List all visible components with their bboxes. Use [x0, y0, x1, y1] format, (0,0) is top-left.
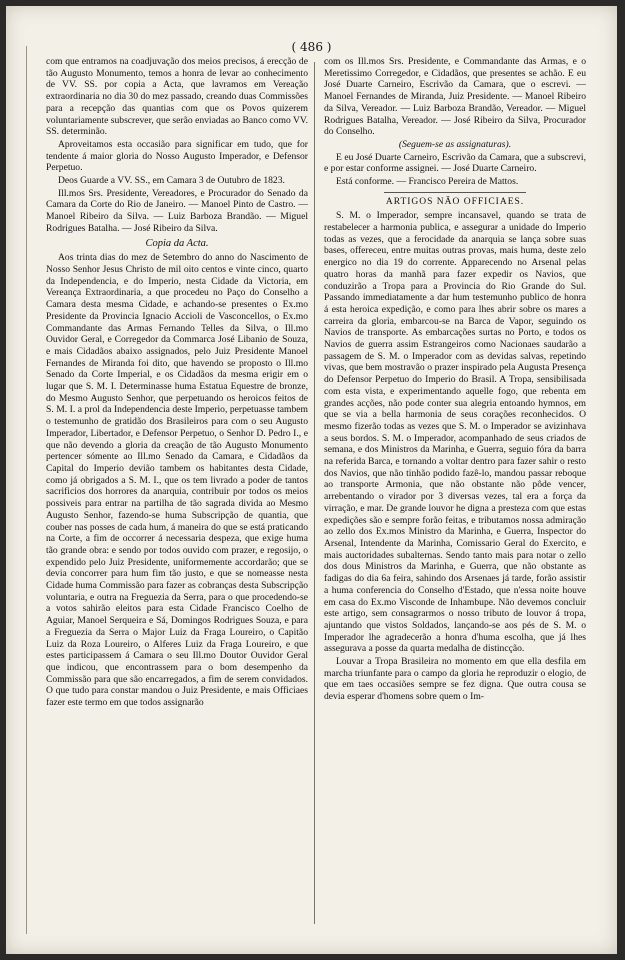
article-paragraph: Louvar a Tropa Brasileira no momento em que ella desfila em marcha triunfante para o campo da gloria he reproduzir o elogio, de que em taes occasiões sempre se fez digna. Que outra cousa se devia esperar d'homens sobre quem o Im-	[324, 656, 586, 703]
letter-paragraph: com que entramos na coadjuvação dos meios precisos, á erecção de tão Augusto Monumento, temos a honra de levar ao conhecimento de VV. SS. por copia a Acta, que lavramos em Vereação extraordinaria no dia 30 do mez passado, creando duas Commissões para a recepção das quantias com que os Povos quizerem voluntariamente subscrever, que serão enviadas ao Banco como VV. SS. determinão.	[46, 56, 308, 138]
signatures-note: (Seguem-se as assignaturas).	[398, 138, 512, 150]
article-paragraph: S. M. o Imperador, sempre incansavel, quando se trata de restabelecer a harmonia publica, e assegurar a unidade do Imperio todas as vezes, que a ferocidade da anarquia se lança sobre suas bases, offereceu, entre muitas outras provas, mais huma, deste zelo energico no dia 19 do corrente. Apparecendo no Arsenal pelas quatro horas da manhã para fazer expedir os Navios, que conduzirão a Tropa para a Provincia do Rio Grande do Sul. Passando immediatamente a dar hum testemunho publico de honra á esta heroica expedição, e como para lhes abrir sobre os mares a carreira da gloria, embarcou-se na Barca de Vapor, seguindo os Navios de transporte. As embarcações surtas no Porto, e todos os Navios de guerra assim Estrangeiros como Nacionaes saudarão a passagem de S. M. o Imperador com as devidas salvas, repetindo vivas, que bem mostravão o prazer inspirado pela Augusta Presença do Defensor Perpetuo do Imperio do Brasil. A Tropa, sensibilisada com esta vista, e experimentando aquelle fogo, que rebenta em grandes acções, não pode conter sua alegria entoando hymnos, em que se via a bella harmonia de seus corações reconhecidos. O mesmo fizerão todas as vezes que S. M. o Imperador se avizinhava a seus bordos. S. M. o Imperador, acompanhado de seus criados de semana, e dos Ministros da Marinha, e Guerra, seguio fóra da barra na referida Barca, e tornando a voltar dentro para fazer sahir o resto dos Navios, que não tinhão podido fazê-lo, mandou passar reboque ao transporte Armonia, que não obstante não pôde vencer, arrebentando o virador por 3 diversas vezes, tal era a força da virração, e mar. De grande louvor he digna a presteza com que estas expedições são e sempre forão feitas, e tributamos nossa admiração ao zello dos Ex.mos Ministro da Marinha, e Guerra, Inspector do Arsenal, Intendente da Marinha, Comissario Geral do Exercito, e mais auctoridades subalternas. Sendo tanto mais para notar o zello dos dous Ministros da Marinha, e Guerra, que não obstante as fadigas do dia 6a feira, sahindo dos Arsenaes já tarde, forão assistir a huma conferencia do Conselho d'Estado, que n'essa noite houve em casa do Ex.mo Visconde de Inhambupe. Não devemos concluir este artigo, sem consagrarmos o nosso tributo de louvor á tropa, ajuntando que vistos Soldados, lançando-se aos pés de S. M. o Imperador lhe agradecerão a honra d'huma escolha, que já lhes assegurava a posse da quarta medalha de distincção.	[324, 210, 586, 655]
closing-paragraph: E eu José Duarte Carneiro, Escrivão da Camara, que a subscrevi, e por estar conforme assignei. — José Duarte Carneiro.	[324, 151, 586, 175]
letter-date: Deos Guarde a VV. SS., em Camara 3 de Outubro de 1823.	[58, 175, 285, 187]
left-column	[46, 56, 308, 710]
letter-paragraph: Aproveitamos esta occasião para significar em tudo, que for tendente á maior gloria do Nosso Augusto Imperador, e Defensor Perpetuo.	[46, 138, 308, 174]
acta-continuation: com os Ill.mos Srs. Presidente, e Commandante das Armas, e o Meretissimo Corregedor, e Cidadãos, que presentes se achão. E eu José Duarte Carneiro, Escrivão da Camara, que o escrevi. — Manoel Fernandes de Miranda, Juiz Presidente. — Manoel Ribeiro da Silva, Vereador. — Luiz Barboza Brandão, Vereador. — Miguel Rodrigues Batalha, Vereador. — José Ribeiro da Silva, Procurador do Conselho.	[324, 56, 586, 138]
right-column	[324, 56, 586, 704]
page-number: ( 486 )	[291, 40, 332, 54]
letter-addressees: Ill.mos Srs. Presidente, Vereadores, e Procurador do Senado da Camara da Corte do Rio de Janeiro. — Manoel Pinto de Castro. — Manoel Ribeiro da Silva. — Luiz Barboza Brandão. — Miguel Rodrigues Batalha. — José Ribeiro da Silva.	[46, 187, 308, 234]
section-divider	[384, 192, 526, 193]
acta-paragraph: Aos trinta dias do mez de Setembro do anno do Nascimento de Nosso Senhor Jesus Christo de mil oito centos e vinte cinco, quarto da Independencia, e do Imperio, nesta Cidade da Victoria, em Vereança Extraordinaria, a que procedeu no Paço do Conselho a Camara desta mesma Cidade, e achando-se presentes o Ex.mo Presidente da Provincia Ignacio Accioli de Vasconcellos, o Ex.mo Commandante das Armas Fernando Telles da Silva, o Ill.mo Ouvidor Geral, e Corregedor da Commarca José Libanio de Souza, e mais Cidadãos abaixo assignados, pelo Juiz Presidente Manoel Fernandes de Miranda foi dito, que havendo se proposto o Ill.mo Senado da Corte Imperial, e os Cidadãos da mesma erigir em o lugar que S. M. I. Determinasse huma Estatua Equestre de bronze, do Mesmo Augusto Senhor, que perpetuando os heroicos feitos de S. M. I. a prol da Independencia deste Imperio, perpetuasse tambem o testemunho de gratidão dos Brasileiros para com o seu Augusto Imperador, Libertador, e Defensor Perpetuo, o Senhor D. Pedro I., e que não devendo a gloria da creação de tão Augusto Monumento pertencer sómente ao Ill.mo Senado da Camara, e Cidadãos da Capital do Imperio devião tambem os habitantes desta Cidade, como já obrigados a S. M. I., que os tem livrado a poder de tantos sacrificios dos horrores da anarquia, contribuir por todos os meios possiveis para entrar na partilha de tão sagrada divida ao Mesmo Augusto Senhor, fazendo-se huma Subscripção de quantia, que couber nas posses de cada hum, á maneira do que se está praticando na Corte, a fim de occorrer á necessaria despeza, que exige huma tão grande obra: e sendo por todos ouvido com prazer, e regosijo, o expendido pelo Juiz Presidente, uniformemente accordarão; que se devia concorrer para hum fim tão justo, e que se nomeasse nesta Cidade huma Commissão para fazer as cobranças desta Subscripção voluntaria, e outra na Freguezia da Serra, para o que procedendo-se a votos sahirão eleitos para esta Cidade Francisco Coelho de Aguiar, Manoel Serqueira e Sá, Domingos Rodrigues Souza, e para a Freguezia da Serra o Major Luiz da Fraga Loureiro, o Capitão Luiz da Roza Loureiro, o Alferes Luiz da Fraga Loureiro, e que estes participassem á Camara o seu Ill.mo Doutor Ouvidor Geral que indicou, que encontrassem para o bom desempenho da Commissão para que são encarregados, a fim de serem convidados. O que tudo para constar mandou o Juiz Presidente, e mais Officiaes fazer este termo em que todos assignarão	[46, 252, 308, 709]
conforme-line: Está conforme. — Francisco Pereira de Mattos.	[336, 176, 519, 188]
column-divider	[314, 62, 315, 924]
newspaper-page	[6, 6, 617, 954]
binding-edge-rule	[26, 46, 27, 934]
section-heading-artigos: ARTIGOS NÃO OFFICIAES.	[385, 196, 525, 207]
section-title-copia: Copia da Acta.	[145, 237, 209, 249]
